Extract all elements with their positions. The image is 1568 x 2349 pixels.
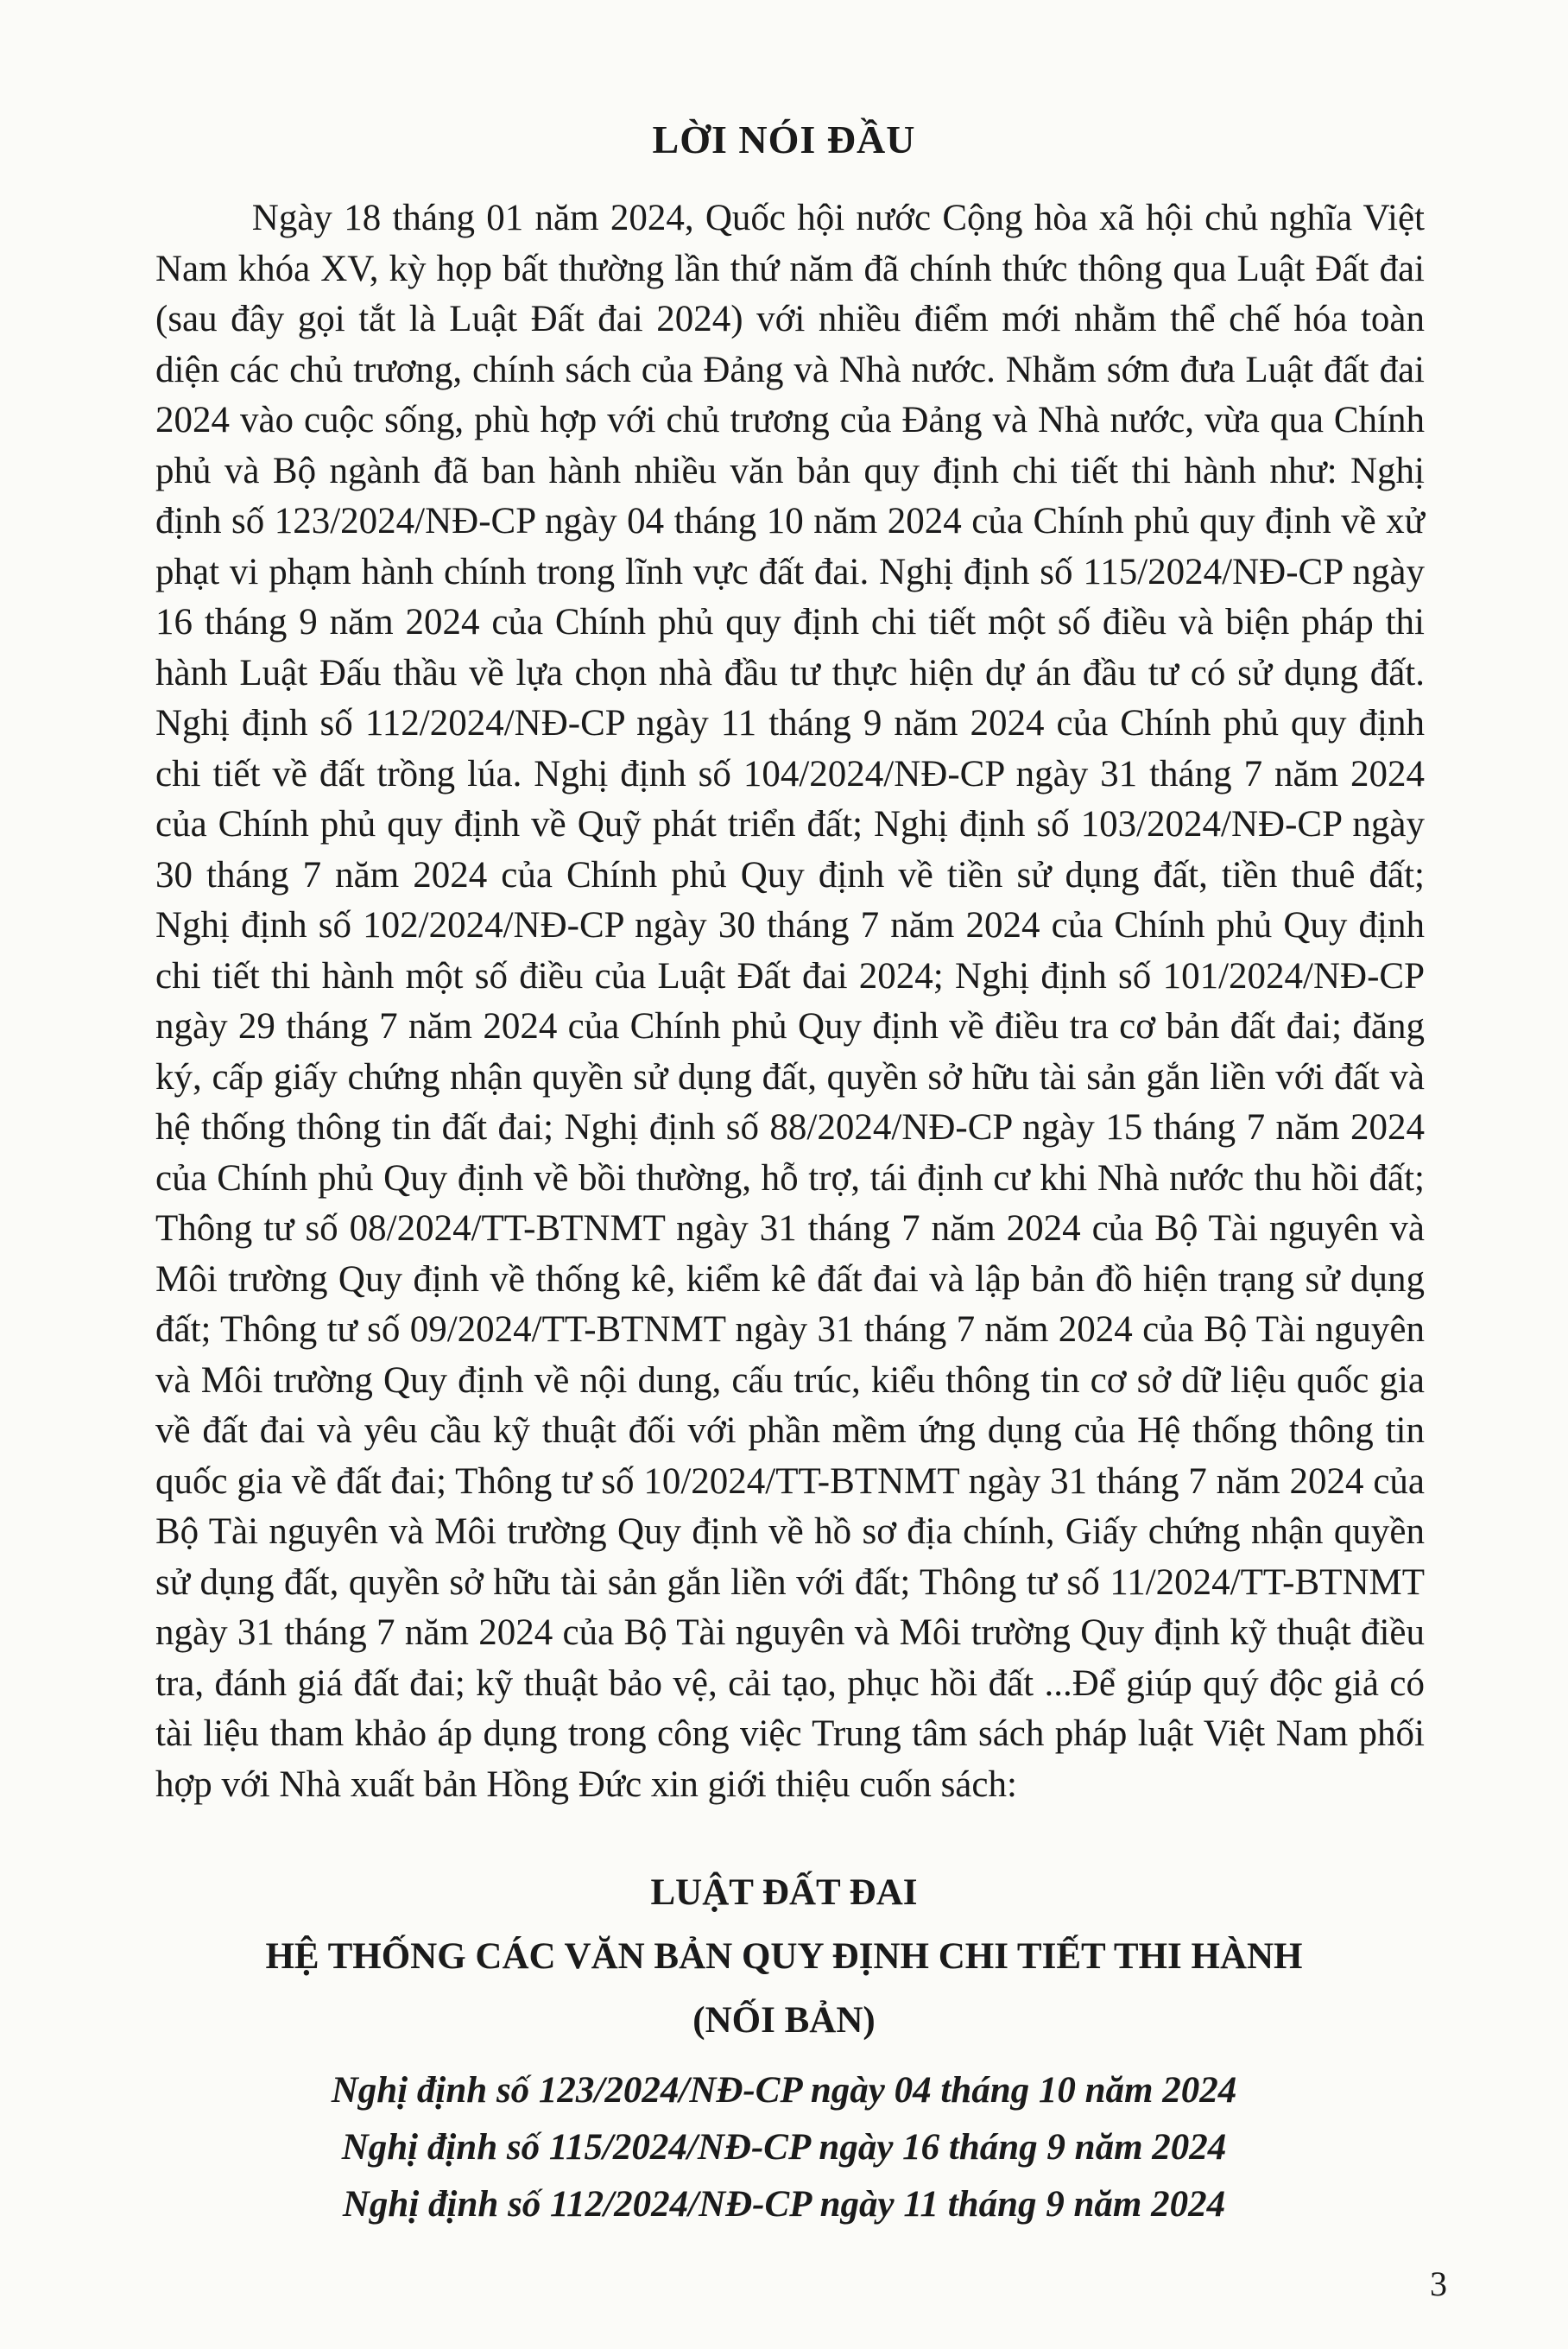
decree-item: Nghị định số 123/2024/NĐ-CP ngày 04 tháng 10 năm 2024	[331, 2070, 1237, 2111]
page-title: LỜI NÓI ĐẦU	[652, 117, 916, 161]
book-title-line-1: LUẬT ĐẤT ĐAI	[650, 1872, 918, 1913]
decree-item: Nghị định số 115/2024/NĐ-CP ngày 16 tháng 9 năm 2024	[341, 2127, 1227, 2168]
book-title-line-3: (NỐI BẢN)	[692, 2000, 876, 2041]
decree-list	[0, 2062, 1568, 2233]
page-number: 3	[1430, 2264, 1447, 2303]
book-title-line-2: HỆ THỐNG CÁC VĂN BẢN QUY ĐỊNH CHI TIẾT THI HÀNH	[265, 1936, 1303, 1977]
preface-paragraph: Ngày 18 tháng 01 năm 2024, Quốc hội nước Cộng hòa xã hội chủ nghĩa Việt Nam khóa XV, kỳ họp bất thường lần thứ năm đã chính thức thông qua Luật Đất đai (sau đây gọi tắt là Luật Đất đai 2024) với nhiều điểm mới nhằm thể chế hóa toàn diện các chủ trương, chính sách của Đảng và Nhà nước. Nhằm sớm đưa Luật đất đai 2024 vào cuộc sống, phù hợp với chủ trương của Đảng và Nhà nước, vừa qua Chính phủ và Bộ ngành đã ban hành nhiều văn bản quy định chi tiết thi hành như: Nghị định số 123/2024/NĐ-CP ngày 04 tháng 10 năm 2024 của Chính phủ quy định về xử phạt vi phạm hành chính trong lĩnh vực đất đai. Nghị định số 115/2024/NĐ-CP ngày 16 tháng 9 năm 2024 của Chính phủ quy định chi tiết một số điều và biện pháp thi hành Luật Đấu thầu về lựa chọn nhà đầu tư thực hiện dự án đầu tư có sử dụng đất. Nghị định số 112/2024/NĐ-CP ngày 11 tháng 9 năm 2024 của Chính phủ quy định chi tiết về đất trồng lúa. Nghị định số 104/2024/NĐ-CP ngày 31 tháng 7 năm 2024 của Chính phủ quy định về Quỹ phát triển đất; Nghị định số 103/2024/NĐ-CP ngày 30 tháng 7 năm 2024 của Chính phủ Quy định về tiền sử dụng đất, tiền thuê đất; Nghị định số 102/2024/NĐ-CP ngày 30 tháng 7 năm 2024 của Chính phủ Quy định chi tiết thi hành một số điều của Luật Đất đai 2024; Nghị định số 101/2024/NĐ-CP ngày 29 tháng 7 năm 2024 của Chính phủ Quy định về điều tra cơ bản đất đai; đăng ký, cấp giấy chứng nhận quyền sử dụng đất, quyền sở hữu tài sản gắn liền với đất và hệ thống thông tin đất đai; Nghị định số 88/2024/NĐ-CP ngày 15 tháng 7 năm 2024 của Chính phủ Quy định về bồi thường, hỗ trợ, tái định cư khi Nhà nước thu hồi đất; Thông tư số 08/2024/TT-BTNMT ngày 31 tháng 7 năm 2024 của Bộ Tài nguyên và Môi trường Quy định về thống kê, kiểm kê đất đai và lập bản đồ hiện trạng sử dụng đất; Thông tư số 09/2024/TT-BTNMT ngày 31 tháng 7 năm 2024 của Bộ Tài nguyên và Môi trường Quy định về nội dung, cấu trúc, kiểu thông tin cơ sở dữ liệu quốc gia về đất đai và yêu cầu kỹ thuật đối với phần mềm ứng dụng của Hệ thống thông tin quốc gia về đất đai; Thông tư số 10/2024/TT-BTNMT ngày 31 tháng 7 năm 2024 của Bộ Tài nguyên và Môi trường Quy định về hồ sơ địa chính, Giấy chứng nhận quyền sử dụng đất, quyền sở hữu tài sản gắn liền với đất; Thông tư số 11/2024/TT-BTNMT ngày 31 tháng 7 năm 2024 của Bộ Tài nguyên và Môi trường Quy định kỹ thuật điều tra, đánh giá đất đai; kỹ thuật bảo vệ, cải tạo, phục hồi đất ...Để giúp quý độc giả có tài liệu tham khảo áp dụng trong công việc Trung tâm sách pháp luật Việt Nam phối hợp với Nhà xuất bản Hồng Đức xin giới thiệu cuốn sách:	[155, 198, 1425, 1805]
decree-item: Nghị định số 112/2024/NĐ-CP ngày 11 tháng 9 năm 2024	[342, 2184, 1226, 2225]
